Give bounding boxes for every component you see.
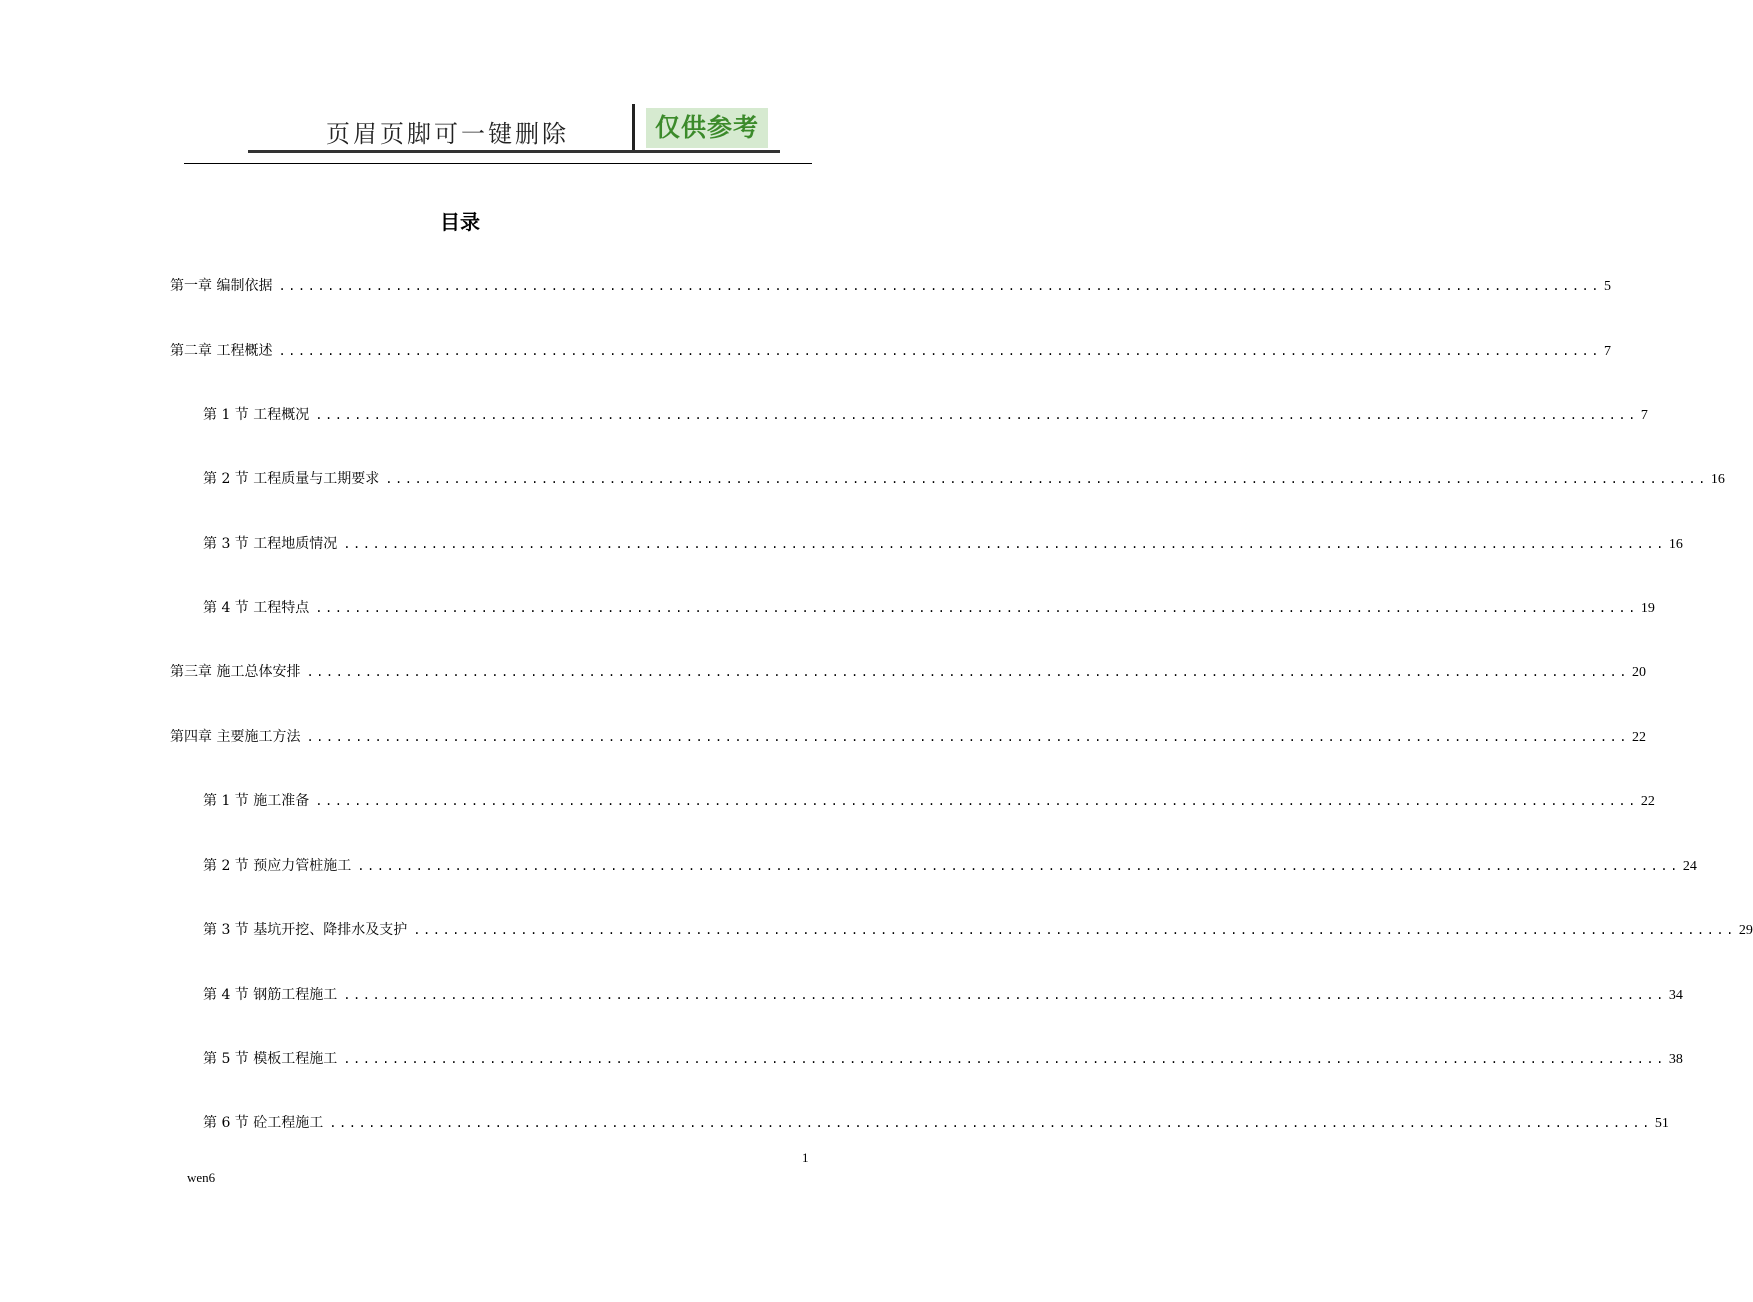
header-banner-underline <box>248 150 780 153</box>
toc-entry[interactable] <box>203 1112 1669 1132</box>
toc-entry-page: 7 <box>1640 408 1648 423</box>
toc-entry-label: 第 1 节 施工准备 <box>203 793 310 809</box>
header-rule <box>184 163 812 164</box>
toc-leader-dots: ........................................................................................................................................ <box>343 988 1666 1002</box>
toc-entry-label: 第 2 节 预应力管桩施工 <box>203 858 352 874</box>
page-number: 1 <box>802 1150 809 1165</box>
toc-leader-dots: ........................................................................................................................................ <box>413 923 1736 937</box>
toc-leader-dots: ........................................................................................................................................ <box>343 1052 1666 1066</box>
toc-entry-page: 22 <box>1640 794 1655 809</box>
toc-leader-dots: ........................................................................................................................................ <box>329 1116 1652 1130</box>
toc-entry-label: 第一章 编制依据 <box>170 278 273 294</box>
toc-entry[interactable] <box>170 340 1611 360</box>
toc-entry-page: 22 <box>1632 730 1646 745</box>
toc-entry-label: 第 4 节 钢筋工程施工 <box>203 987 338 1003</box>
toc-entry[interactable] <box>203 404 1648 424</box>
toc-entry-label: 第 2 节 工程质量与工期要求 <box>203 471 380 487</box>
toc-entry[interactable] <box>203 1048 1683 1068</box>
toc-entry-page: 38 <box>1668 1052 1683 1067</box>
toc-entry-page: 16 <box>1710 472 1725 487</box>
toc-leader-dots: ........................................................................................................................................ <box>306 665 1629 679</box>
toc-entry-label: 第 3 节 基坑开挖、降排水及支护 <box>203 922 408 938</box>
header-banner <box>248 104 780 154</box>
toc-entry-label: 第 5 节 模板工程施工 <box>203 1051 338 1067</box>
toc-entry-label: 第 6 节 砼工程施工 <box>203 1115 324 1131</box>
toc-entry[interactable] <box>170 726 1646 746</box>
toc-leader-dots: ........................................................................................................................................ <box>385 472 1708 486</box>
toc-entry-page: 5 <box>1604 279 1611 294</box>
toc-entry[interactable] <box>203 790 1655 810</box>
toc-leader-dots: ........................................................................................................................................ <box>357 859 1680 873</box>
toc-entry[interactable] <box>170 661 1646 681</box>
toc-entry[interactable] <box>170 275 1611 295</box>
toc-leader-dots: ........................................................................................................................................ <box>315 408 1638 422</box>
header-separator <box>632 104 635 153</box>
toc-entry-label: 第四章 主要施工方法 <box>170 729 301 745</box>
toc-leader-dots: ........................................................................................................................................ <box>278 344 1601 358</box>
toc-entry-page: 34 <box>1668 988 1683 1003</box>
toc-leader-dots: ........................................................................................................................................ <box>315 794 1638 808</box>
toc-entry-page: 51 <box>1654 1116 1669 1131</box>
toc-entry-page: 29 <box>1738 923 1753 938</box>
toc-entry-label: 第 4 节 工程特点 <box>203 600 310 616</box>
toc-entry-label: 第 3 节 工程地质情况 <box>203 536 338 552</box>
toc-entry-label: 第三章 施工总体安排 <box>170 664 301 680</box>
toc-entry[interactable] <box>203 919 1753 939</box>
reference-badge: 仅供参考 <box>646 108 768 148</box>
toc-entry-page: 16 <box>1668 537 1683 552</box>
toc-leader-dots: ........................................................................................................................................ <box>278 279 1601 293</box>
toc-entry-label: 第二章 工程概述 <box>170 343 273 359</box>
toc-entry[interactable] <box>203 597 1655 617</box>
toc-entry-label: 第 1 节 工程概况 <box>203 407 310 423</box>
toc-entry[interactable] <box>203 533 1683 553</box>
toc-entry[interactable] <box>203 855 1697 875</box>
toc-leader-dots: ........................................................................................................................................ <box>306 730 1629 744</box>
toc-entry[interactable] <box>203 984 1683 1004</box>
toc-entry-page: 24 <box>1682 859 1697 874</box>
header-banner-text: 页眉页脚可一键删除 <box>326 120 569 148</box>
toc-entry-page: 19 <box>1640 601 1655 616</box>
toc-leader-dots: ........................................................................................................................................ <box>343 537 1666 551</box>
toc-title: 目录 <box>440 210 480 234</box>
toc-entry[interactable] <box>203 468 1725 488</box>
toc-entry-page: 20 <box>1632 665 1646 680</box>
toc-leader-dots: ........................................................................................................................................ <box>315 601 1638 615</box>
footer-text: wen6 <box>187 1170 216 1185</box>
toc-entry-page: 7 <box>1604 344 1611 359</box>
